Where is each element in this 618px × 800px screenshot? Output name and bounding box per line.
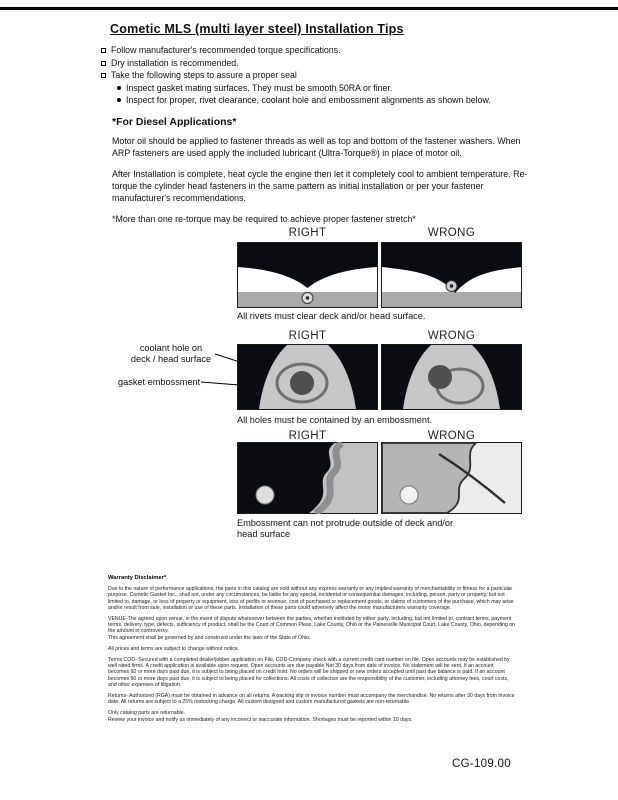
diesel-paragraph: After Installation is complete, heat cycle the engine then let it completely cool to ambient temperature. Re-torque the cylinder head fasteners in the same pattern as initial installation or per your fastener manufacturer's recommendations. [112,169,528,203]
warranty-paragraph: Only catalog parts are returnable. [108,710,185,717]
warranty-paragraph: This agreement shall be governed by and construed under the laws of the State of Ohio. [108,634,311,641]
coolant-hole-label [126,343,216,364]
top-rule [0,7,618,10]
open-square-bullet-icon [101,48,106,53]
list-item [101,57,539,70]
wrong-label: WRONG [427,330,476,342]
diagram-embossment-right [237,442,378,514]
rivet-center-dot [450,284,453,287]
wrong-label: WRONG [427,430,476,442]
tip-text: Follow manufacturer's recommended torque specifications. [111,45,341,55]
warranty-paragraph: Returns- Authorized (RGA) must be obtained in advance on all returns. A packing slip or invoice number must accompany the merchandise. No returns after 30 days from invoice date. All returns are subject to a 25% restocking charge. All custom designed and custom manufactured gaskets are non-returnable. [108,693,515,706]
diagram-hole-wrong [381,344,522,410]
coolant-hole [290,371,314,395]
right-label: RIGHT [288,330,327,342]
warranty-paragraph: Due to the nature of performance applications, the parts in this catalog are sold without any express warranty or any implied warranty of merchantability or fitness for a particular purpose. Cometic Gasket Inc., shall not, under any circumstances, be liable for any special, incidental or consequential damages, including, person, party or property, but not limited to, damage, or loss of property or equipment, loss of profits or revenue, cost of purchased or replacement goods, or claims of customers of the purchase, which may arise and/or result from sale, installation or use of these parts. Installation of these parts could adversely affect the motor manufacturers warranty coverage. [108,586,514,611]
wrong-label: WRONG [427,227,476,239]
tip-text: Inspect for proper, rivet clearance, coolant hole and embossment alignments as shown below. [126,95,491,105]
list-item [101,82,539,95]
page-number: CG-109.00 [452,758,511,770]
diesel-heading: *For Diesel Applications* [112,116,237,128]
open-square-bullet-icon [101,61,106,66]
warranty-paragraph: Review your invoice and notify us immediately of any incorrect or inaccurate information. Shortages must be reported within 10 days. [108,716,413,723]
caption-embossment: Embossment can not protrude outside of deck and/or head surface [237,518,454,539]
deck-surface-band [382,292,521,307]
warranty-paragraph: Terms COD- Secured with a completed dealer/jobber application on File, COD-Company check with a current credit card number on file. Open accounts may be established by well rated firms. A credit application is available upon request. Open accounts are due payable Net 30 days from date of invoice. No statement will be sent. If an account becomes 60 or more days past due, it is subject to being placed on credit hold. No orders will be shipped or new orders accepted until past due balance is paid. If an account becomes 90 or more days past due, it is subject to being placed for collections. All costs of collection are the responsibility of the customer, including attorney fees, court costs, and other expenses of litigation. [108,657,510,688]
warranty-heading: Warranty Disclaimer* [108,575,167,581]
coolant-hole-label-line2: deck / head surface [130,353,212,364]
list-item [101,69,539,82]
diagram-rivet-wrong [381,242,522,308]
tip-text: Inspect gasket mating surfaces. They must be smooth 50RA or finer. [126,82,393,93]
caption-holes: All holes must be contained by an embossment. [237,415,433,425]
dot-bullet-icon [117,86,121,90]
diagram-rivet-right [237,242,378,308]
page-title: Cometic MLS (multi layer steel) Installation Tips [110,22,404,36]
dot-bullet-icon [117,98,121,102]
rivet-center-dot [306,296,309,299]
coolant-hole [428,365,452,389]
open-square-bullet-icon [101,73,106,78]
list-item [101,94,539,107]
right-label: RIGHT [288,430,327,442]
tip-text: Dry installation is recommended. [111,57,239,68]
caption-rivets: All rivets must clear deck and/or head surface. [237,311,426,321]
diagram-hole-right [237,344,378,410]
warranty-disclaimer-section [108,575,516,728]
coolant-hole-label-line1: coolant hole on [139,343,203,353]
diesel-paragraph: *More than one re-torque may be required to achieve proper fastener stretch* [112,214,416,224]
bolt-hole [256,486,274,504]
diesel-applications-section [112,116,536,225]
list-item [101,44,539,57]
warranty-paragraph: All prices and terms are subject to change without notice. [108,645,240,652]
right-label: RIGHT [288,227,327,239]
gasket-embossment-label: gasket embossment [118,377,201,387]
tip-text: Take the following steps to assure a proper seal [111,70,297,80]
bolt-hole [400,486,418,504]
warranty-paragraph: VENUE-The agreed upon venue, in the event of dispute whatsoever between the parties, whether instituted by either party, including, but not limited to, contract terms, payment terms, delivery, type, defects, sufficiency of product, shall be the Court of Common Pleas, Lake County, Ohio or the Painesville Municipal Court, Lake County, Ohio, depending on the amount in controversy. [108,616,516,635]
diagram-embossment-wrong [381,442,522,514]
diesel-paragraph: Motor oil should be applied to fastener threads as well as top and bottom of the fastener washers. When ARP fasteners are used apply the included lubricant (Ultra-Torque®) in place of motor oil. [112,136,521,158]
tips-list [101,44,539,107]
